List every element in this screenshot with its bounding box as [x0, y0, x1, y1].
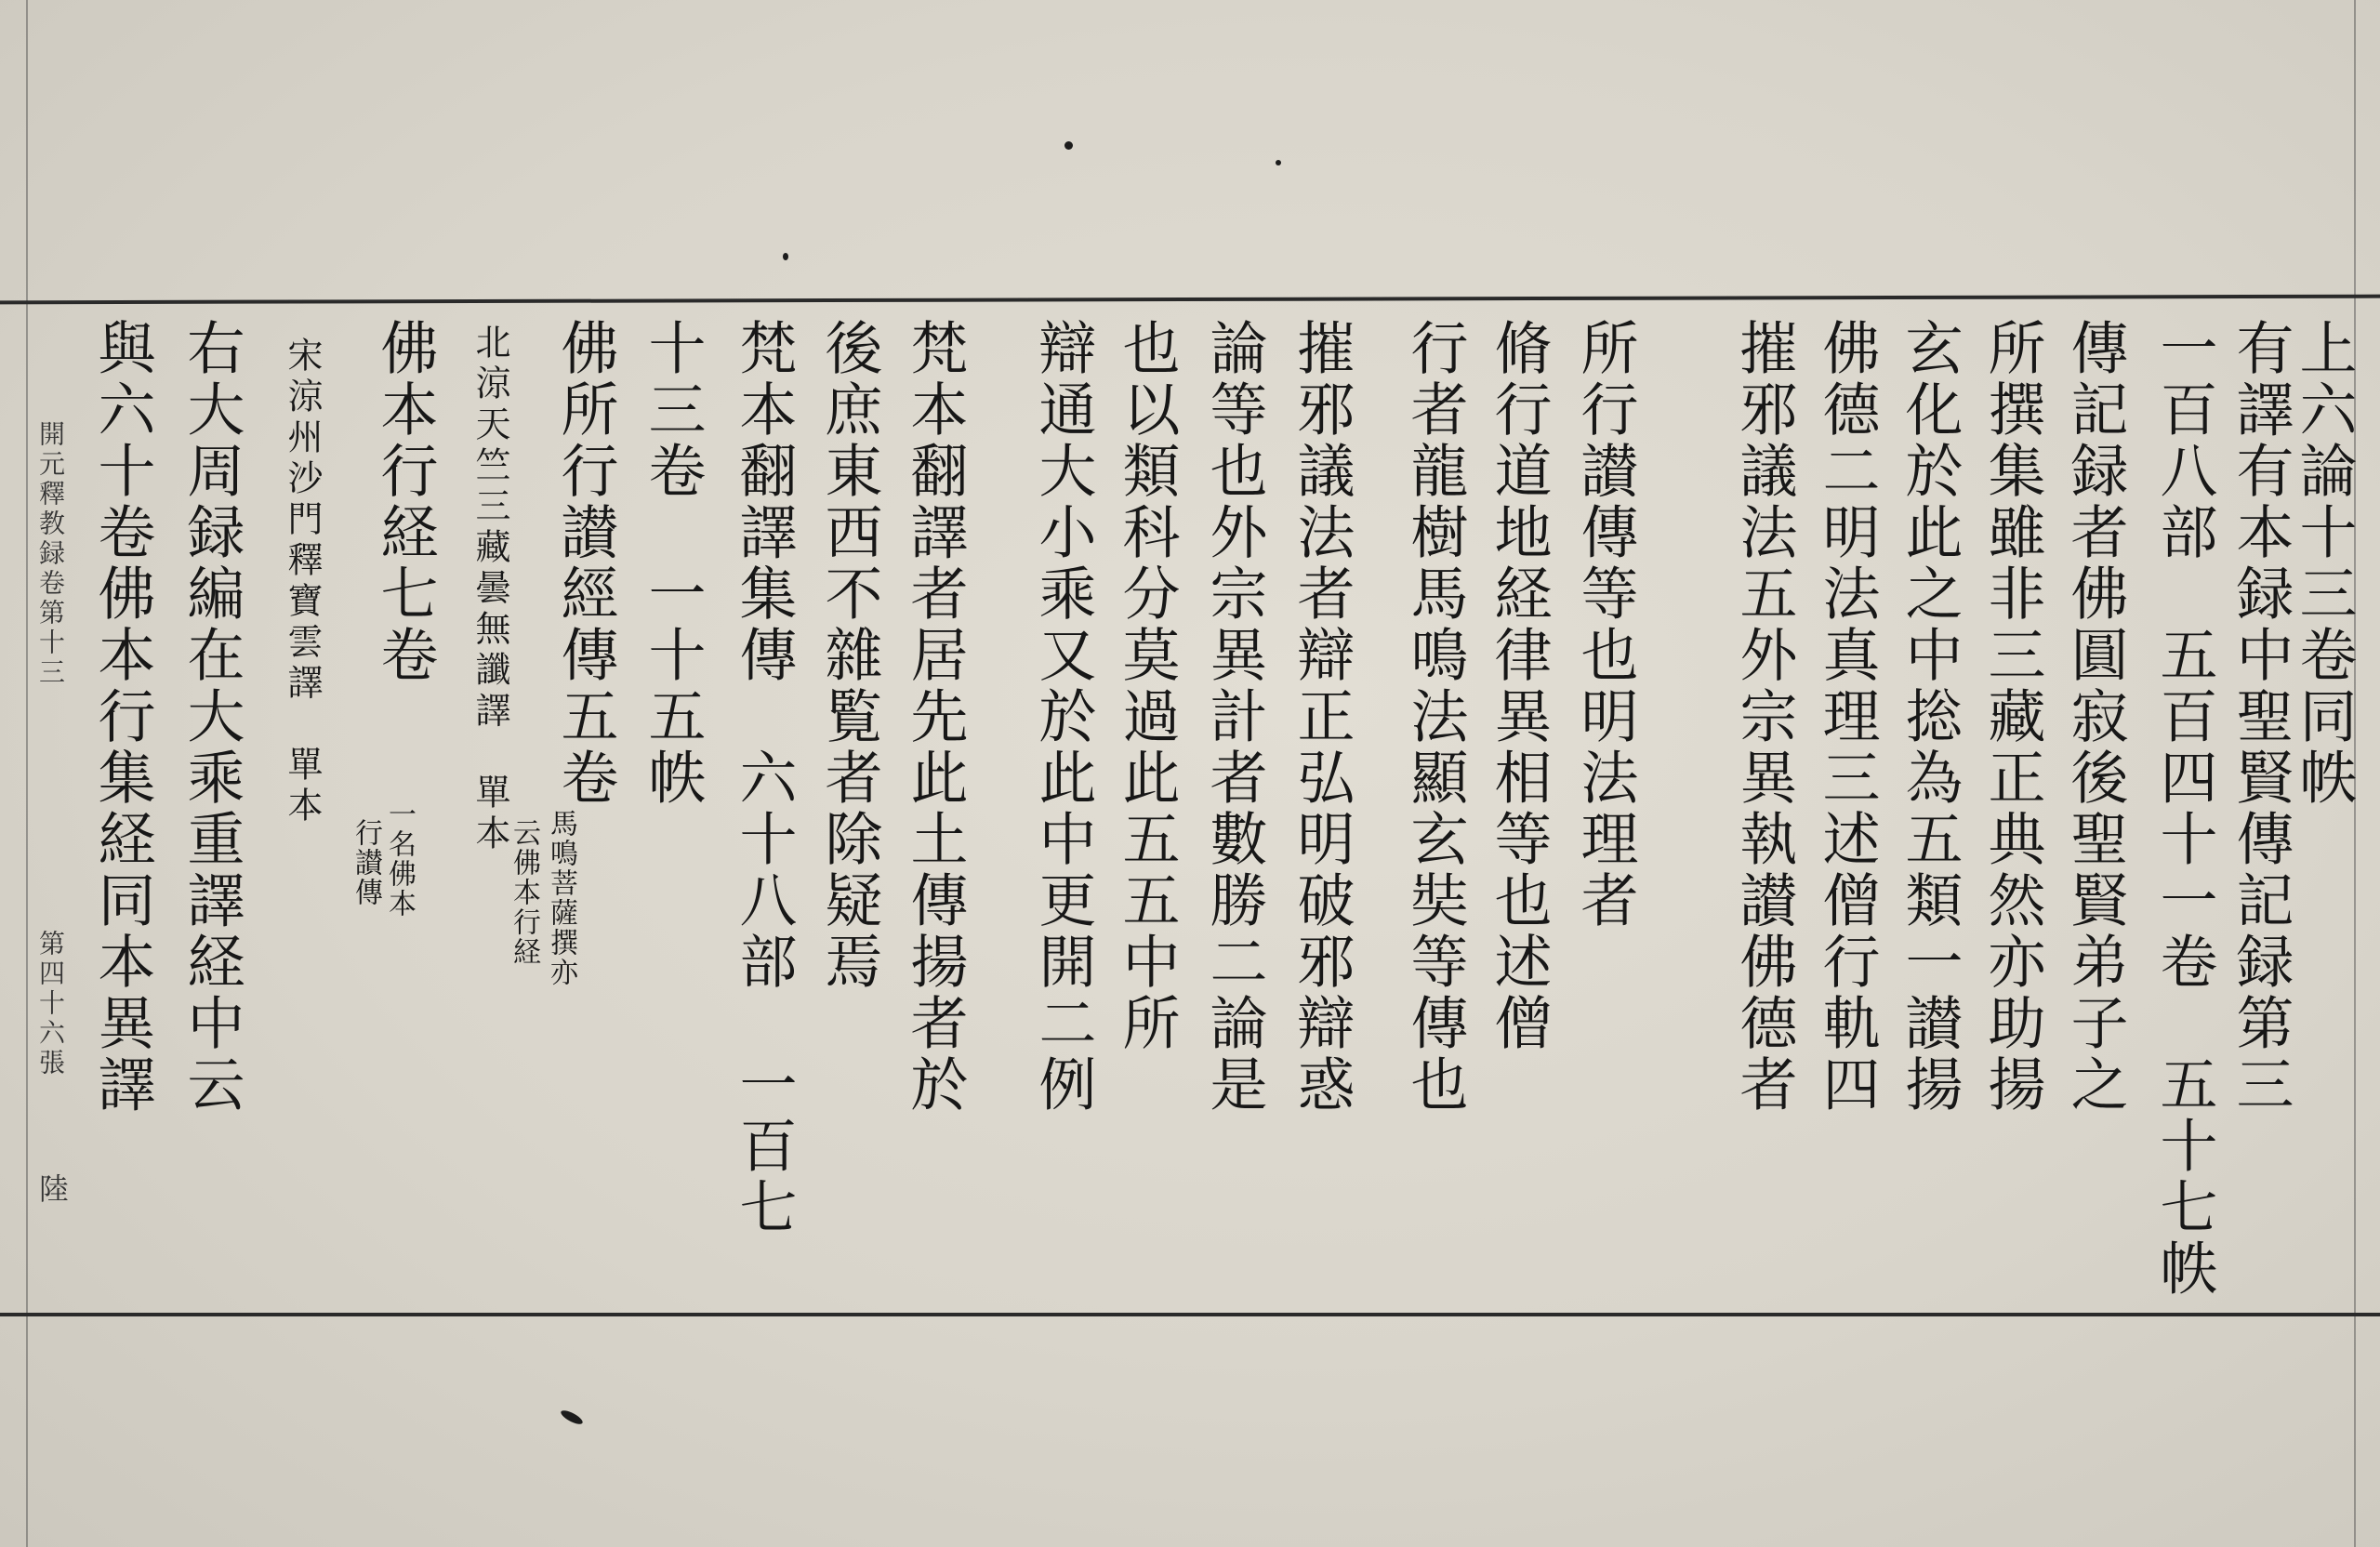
text-column: 論等也外宗異計者數勝二論是 — [1200, 318, 1268, 1116]
entry-note-line: 馬鳴菩薩撰亦 — [545, 809, 577, 987]
remark-column: 與六十卷佛本行集経同本異譯 — [88, 318, 156, 1116]
text-column: 摧邪議法五外宗異執讃佛德者 — [1730, 318, 1798, 1116]
translator-column: 北涼天竺三藏曇無讖譯 單本 — [469, 324, 510, 855]
entry-title-column: 佛所行讃經傳五卷 — [551, 318, 619, 809]
text-column: 也以類科分莫過此五五中所 — [1113, 318, 1181, 1054]
text-column: 佛德二明法真理三述僧行軌四 — [1813, 318, 1881, 1116]
translator-column: 宋涼州沙門釋寶雲譯 單本 — [282, 337, 323, 827]
text-column: 辯通大小乘又於此中更開二例 — [1029, 318, 1097, 1116]
collection-title-column: 梵本翻譯集傳 六十八部 一百七 — [730, 318, 798, 1238]
heading-column: 上六論十三卷同帙 — [2290, 318, 2358, 809]
text-column: 玄化於此之中捴為五類一讃揚 — [1896, 318, 1964, 1116]
text-column: 所撰集雖非三藏正典然亦助揚 — [1978, 318, 2046, 1116]
text-column: 脩行道地経律異相等也述僧 — [1485, 318, 1553, 1054]
text-column: 後庶東西不雜覧者除疑焉 — [815, 318, 883, 993]
entry-note-line: 行讃傳 — [350, 818, 382, 907]
top-border-rule — [0, 295, 2380, 305]
ink-speck — [1276, 160, 1281, 165]
text-column: 所行讃傳等也明法理者 — [1571, 318, 1639, 932]
margin-page-number: 第四十六張 — [35, 930, 66, 1078]
entry-note-line: 云佛本行経 — [508, 818, 540, 967]
text-column: 行者龍樹馬鳴法顯玄奘等傳也 — [1401, 318, 1469, 1116]
entry-note-line: 一名佛本 — [383, 800, 416, 919]
count-column: 一百八部 五百四十一卷 五十七帙 — [2150, 318, 2218, 1300]
section-title-column: 有譯有本録中聖賢傳記録第三 — [2227, 318, 2294, 1116]
collection-count-column: 十三卷 一十五帙 — [639, 318, 707, 809]
text-column: 摧邪議法者辯正弘明破邪辯惑 — [1288, 318, 1355, 1116]
text-column: 梵本翻譯者居先此土傳揚者於 — [901, 318, 969, 1116]
margin-mark: 陸 — [34, 1173, 70, 1207]
ink-speck — [1064, 141, 1073, 150]
ink-speck — [783, 253, 788, 260]
remark-column: 右大周録編在大乘重譯経中云 — [178, 318, 245, 1116]
text-column: 傳記録者佛圓寂後聖賢弟子之 — [2061, 318, 2129, 1116]
margin-title: 開元釋教録卷第十三 — [35, 420, 66, 688]
entry-title-column: 佛本行経七卷 — [371, 318, 439, 686]
